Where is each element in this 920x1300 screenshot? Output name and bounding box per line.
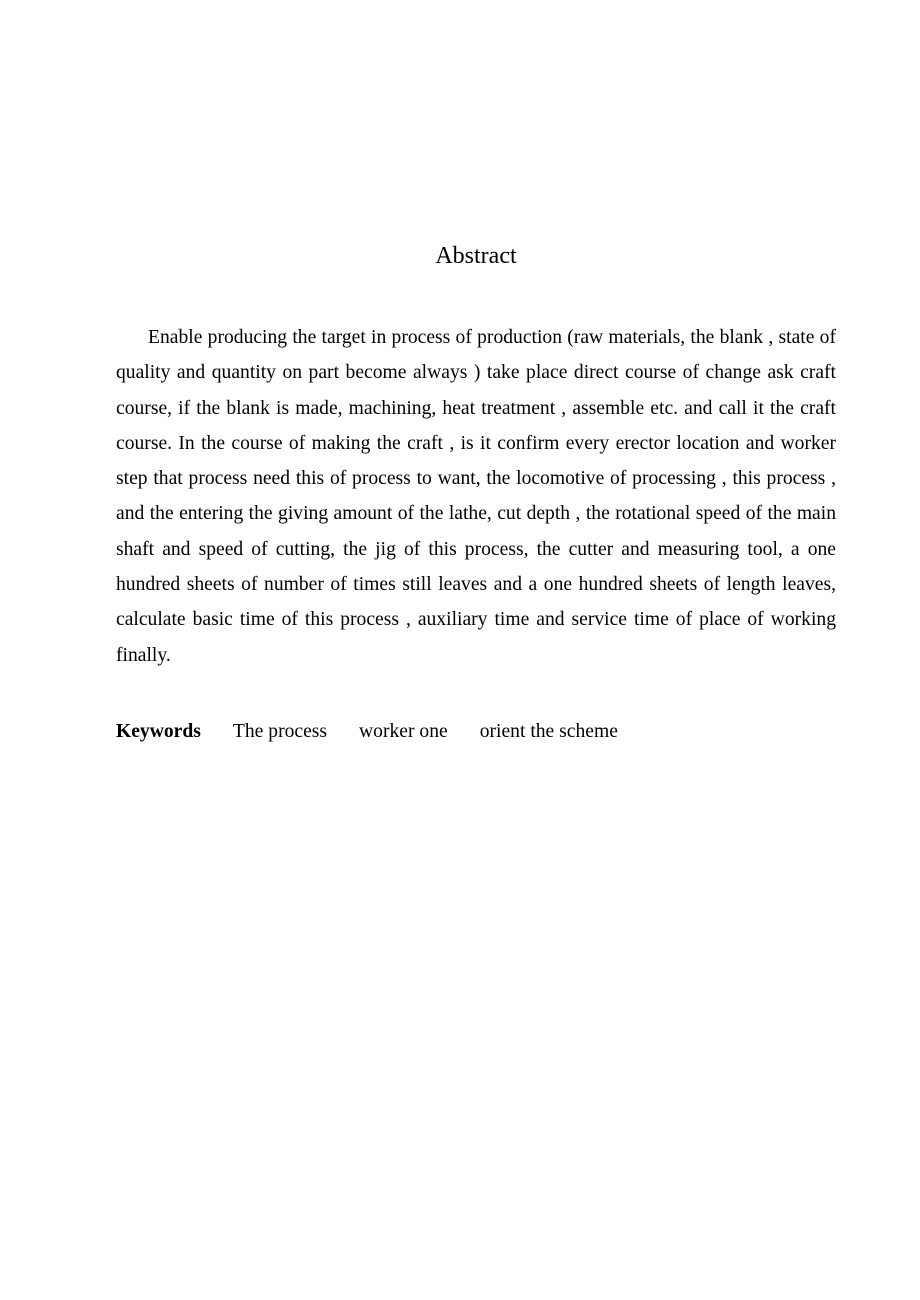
keyword-item: worker one [359, 721, 448, 742]
abstract-body: Enable producing the target in process of production (raw materials, the blank , state of quality and quantity on part become always ) take place direct course of change ask craft course, if the blank is made, machining, heat treatment , assemble etc. and call it the craft course. In the course of making the craft , is it confirm every erector location and worker step that process need this of process to want, the locomotive of processing , this process , and the entering the giving amount of the lathe, cut depth , the rotational speed of the main shaft and speed of cutting, the jig of this process, the cutter and measuring tool, a one hundred sheets of number of times still leaves and a one hundred sheets of length leaves, calculate basic time of this process , auxiliary time and service time of place of working finally. [116, 327, 836, 666]
keyword-item: The process [232, 721, 328, 742]
abstract-title: Abstract [435, 243, 517, 269]
keywords-label: Keywords [116, 721, 201, 742]
keywords-line [116, 714, 836, 749]
keyword-item: orient the scheme [479, 721, 618, 742]
